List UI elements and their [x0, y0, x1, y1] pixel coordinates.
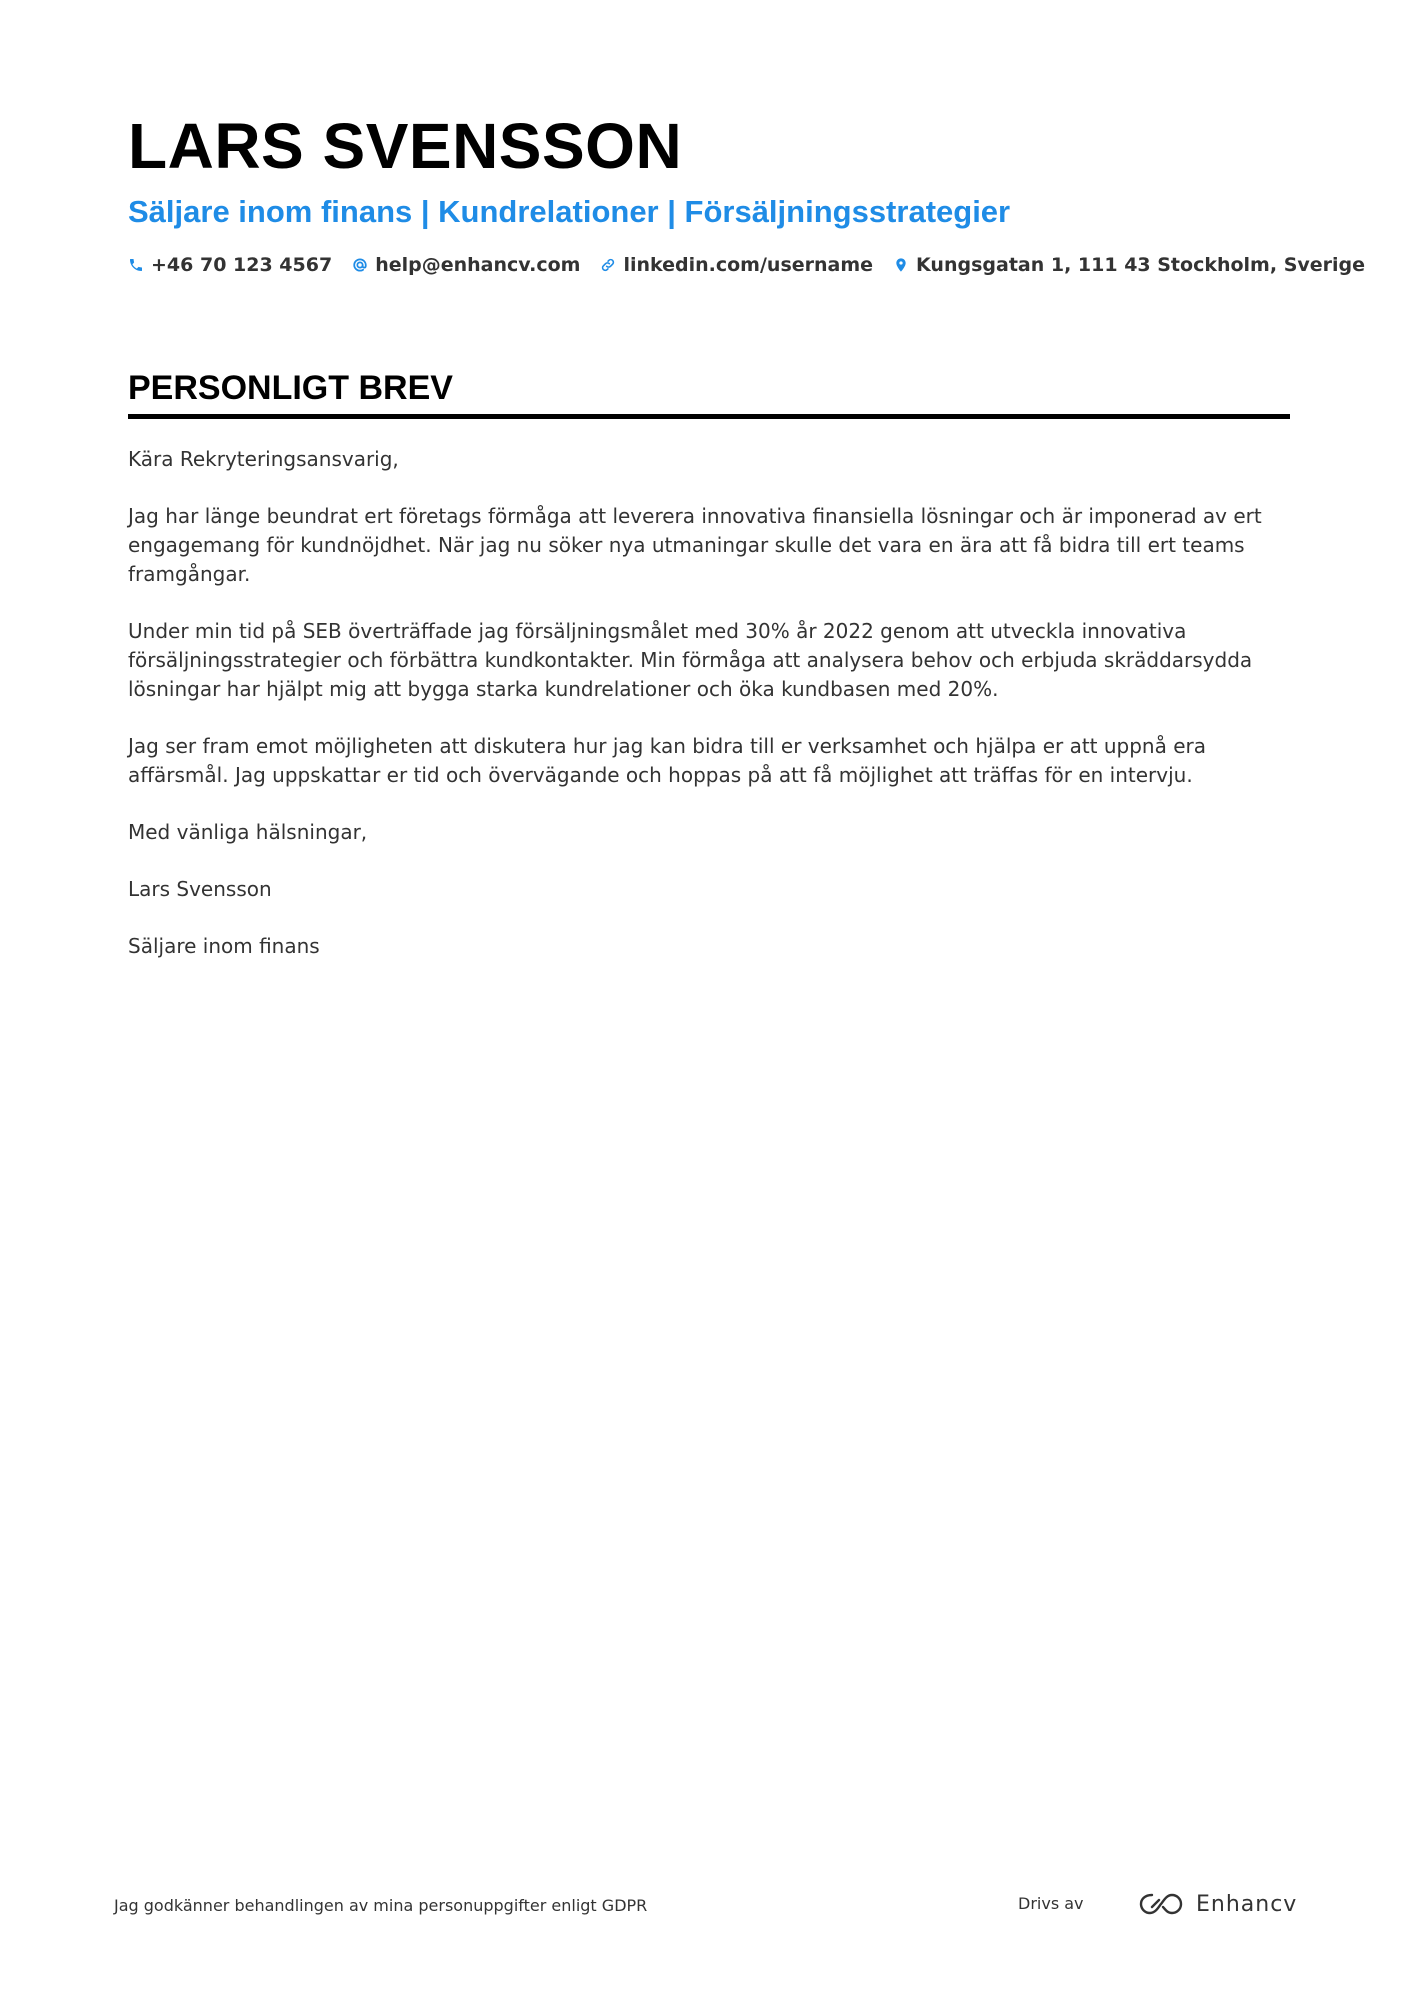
applicant-subtitle: Säljare inom finans | Kundrelationer | Försäljningsstrategier	[128, 194, 1011, 229]
linkedin-url[interactable]: linkedin.com/username	[623, 254, 874, 276]
signature-title: Säljare inom finans	[128, 934, 320, 958]
letter-greeting: Kära Rekryteringsansvarig,	[128, 447, 399, 471]
phone-number[interactable]: +46 70 123 4567	[151, 254, 333, 276]
section-divider	[128, 414, 1290, 419]
address: Kungsgatan 1, 111 43 Stockholm, Sverige	[916, 254, 1366, 276]
brand-link[interactable]	[1138, 1890, 1297, 1918]
email-address[interactable]: help@enhancv.com	[375, 254, 581, 276]
enhancv-logo-icon	[1138, 1890, 1184, 1918]
letter-section	[128, 366, 1290, 989]
gdpr-consent-text: Jag godkänner behandlingen av mina personuppgifter enligt GDPR	[114, 1896, 648, 1915]
brand-name: Enhancv	[1196, 1891, 1298, 1917]
at-icon	[352, 257, 368, 273]
contact-email	[352, 254, 580, 276]
contact-phone	[128, 254, 332, 276]
contact-linkedin	[600, 254, 873, 276]
phone-icon	[128, 257, 144, 273]
letter-paragraph: Jag ser fram emot möjligheten att diskutera hur jag kan bidra till er verksamhet och hjälpa er att uppnå era affärsmål. Jag uppskattar er tid och övervägande och hoppas på att få möjlighet att träffas för en intervju.	[128, 734, 1207, 787]
signature-name: Lars Svensson	[128, 877, 272, 901]
letter-paragraph: Jag har länge beundrat ert företags förmåga att leverera innovativa finansiella lösningar och är imponerad av ert engagemang för kundnöjdhet. När jag nu söker nya utmaningar skulle det vara en ära att få bidra till ert teams framgångar.	[128, 504, 1262, 586]
letter-paragraph: Under min tid på SEB överträffade jag försäljningsmålet med 30% år 2022 genom att utveckla innovativa försäljningsstrategier och förbättra kundkontakter. Min förmåga att analysera behov och erbjuda skräddarsydda lösningar har hjälpt mig att bygga starka kundrelationer och öka kundbasen med 20%.	[128, 619, 1253, 701]
header	[128, 108, 1366, 276]
link-icon	[600, 257, 616, 273]
letter-body	[128, 445, 1290, 961]
applicant-name: LARS SVENSSON	[128, 110, 683, 182]
letter-closing: Med vänliga hälsningar,	[128, 820, 368, 844]
contact-address	[893, 254, 1365, 276]
section-title: PERSONLIGT BREV	[128, 369, 453, 407]
location-pin-icon	[893, 257, 909, 273]
contact-row	[128, 254, 1366, 276]
powered-by-label: Drivs av	[1018, 1894, 1084, 1913]
footer	[114, 1890, 1298, 1930]
